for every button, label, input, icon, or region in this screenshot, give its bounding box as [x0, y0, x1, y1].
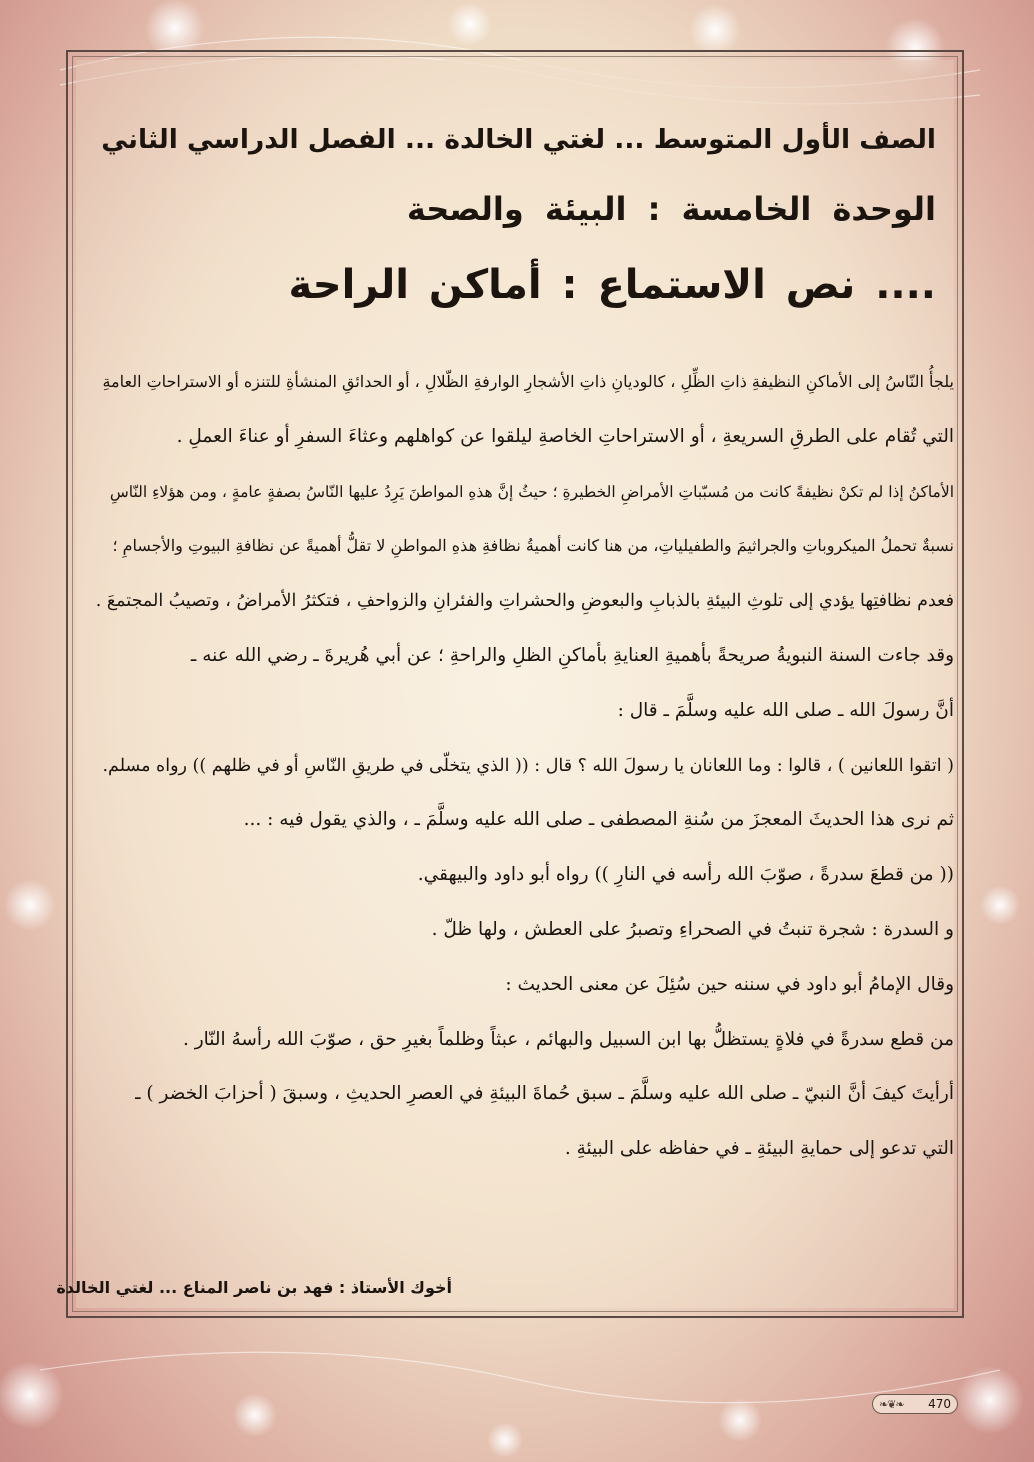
- page-number-badge: [872, 1394, 958, 1414]
- text-line: نسبةٌ تحملُ الميكروباتِ والجراثيمَ والطفيلياتِ، من هنا كانت أهميةُ نظافةِ هذهِ المواطنِ لا تقلُّ أهميةً عن نظافةِ البيوتِ والأجسامِ ؛: [112, 536, 954, 556]
- text-line: وقال الإمامُ أبو داود في سننه حين سُئِلَ عن معنى الحديث :: [505, 973, 954, 995]
- text-line: أنَّ رسولَ الله ـ صلى الله عليه وسلَّمَ ـ قال :: [617, 699, 954, 721]
- text-line: (( من قطعَ سدرةً ، صوّبَ الله رأسه في النارِ )) رواه أبو داود والبيهقي.: [417, 864, 954, 886]
- text-line: التي تُقام على الطرقِ السريعةِ ، أو الاستراحاتِ الخاصةِ ليلقوا عن كواهلهم وعثاءَ السفرِ أو عناءَ العملِ .: [176, 425, 954, 447]
- text-line: و السدرة : شجرة تنبتُ في الصحراءِ وتصبرُ على العطش ، ولها ظلّ .: [431, 918, 954, 940]
- text-line: من قطع سدرةً في فلاةٍ يستظلُّ بها ابن السبيل والبهائم ، عبثاً وظلماً بغيرِ حق ، صوّبَ الله رأسهُ النّار .: [182, 1028, 954, 1050]
- text-line: أرأيتَ كيفَ أنَّ النبيّ ـ صلى الله عليه وسلَّمَ ـ سبق حُماةَ البيئةِ في العصرِ الحديثِ ، وسبقَ ( أحزابَ الخضر ) ـ: [135, 1083, 954, 1105]
- text-line: التي تدعو إلى حمايةِ البيئةِ ـ في حفاظه على البيئةِ .: [564, 1138, 954, 1160]
- text-line: ثم نرى هذا الحديثَ المعجزَ من سُنةِ المصطفى ـ صلى الله عليه وسلَّمَ ـ ، والذي يقول فيه : ...: [243, 809, 954, 831]
- text-line: يلجأُ النّاسُ إلى الأماكنِ النظيفةِ ذاتِ الظِّلِ ، كالوديانِ ذاتِ الأشجارِ الوارفةِ الظّلالِ ، أو الحدائقِ المنشأةِ للتنزه أو الاستراحاتِ العامةِ: [102, 372, 954, 391]
- page-number: 470: [928, 1397, 951, 1411]
- text-line: فعدم نظافتِها يؤدي إلى تلوثِ البيئةِ بالذبابِ والبعوضِ والحشراتِ والفئرانِ والزواحفِ ، فتكثرُ الأمراضُ ، وتصيبُ المجتمعَ .: [95, 591, 954, 612]
- author-signature: أخوك الأستاذ : فهد بن ناصر المناع ... لغتي الخالدة: [56, 1278, 452, 1297]
- unit-heading: الوحدة الخامسة : البيئة والصحة: [406, 190, 936, 228]
- grade-course-heading: الصف الأول المتوسط ... لغتي الخالدة ... الفصل الدراسي الثاني: [101, 124, 936, 155]
- listening-text: [88, 362, 954, 1184]
- text-line: ( اتقوا اللعانين ) ، قالوا : وما اللعانان يا رسولَ الله ؟ قال : (( الذي يتخلّى في طريقِ النّاسِ أو في ظلهم )) رواه مسلم.: [102, 755, 954, 776]
- text-line: وقد جاءت السنة النبويةُ صريحةً بأهميةِ العنايةِ بأماكنِ الظلِ والراحةِ ؛ عن أبي هُريرةَ ـ رضي الله عنه ـ: [190, 644, 954, 666]
- lesson-title: .... نص الاستماع : أماكن الراحة: [288, 262, 936, 308]
- ornament-icon: ❧❦❧: [879, 1397, 904, 1411]
- text-line: الأماكنُ إذا لم تكنْ نظيفةً كانت من مُسبّباتِ الأمراضِ الخطيرةِ ؛ حيثُ إنَّ هذهِ المواطنَ يَرِدُ عليها النّاسُ بصفةٍ عامةٍ ، ومن هؤلاءِ النّاسِ: [109, 482, 954, 501]
